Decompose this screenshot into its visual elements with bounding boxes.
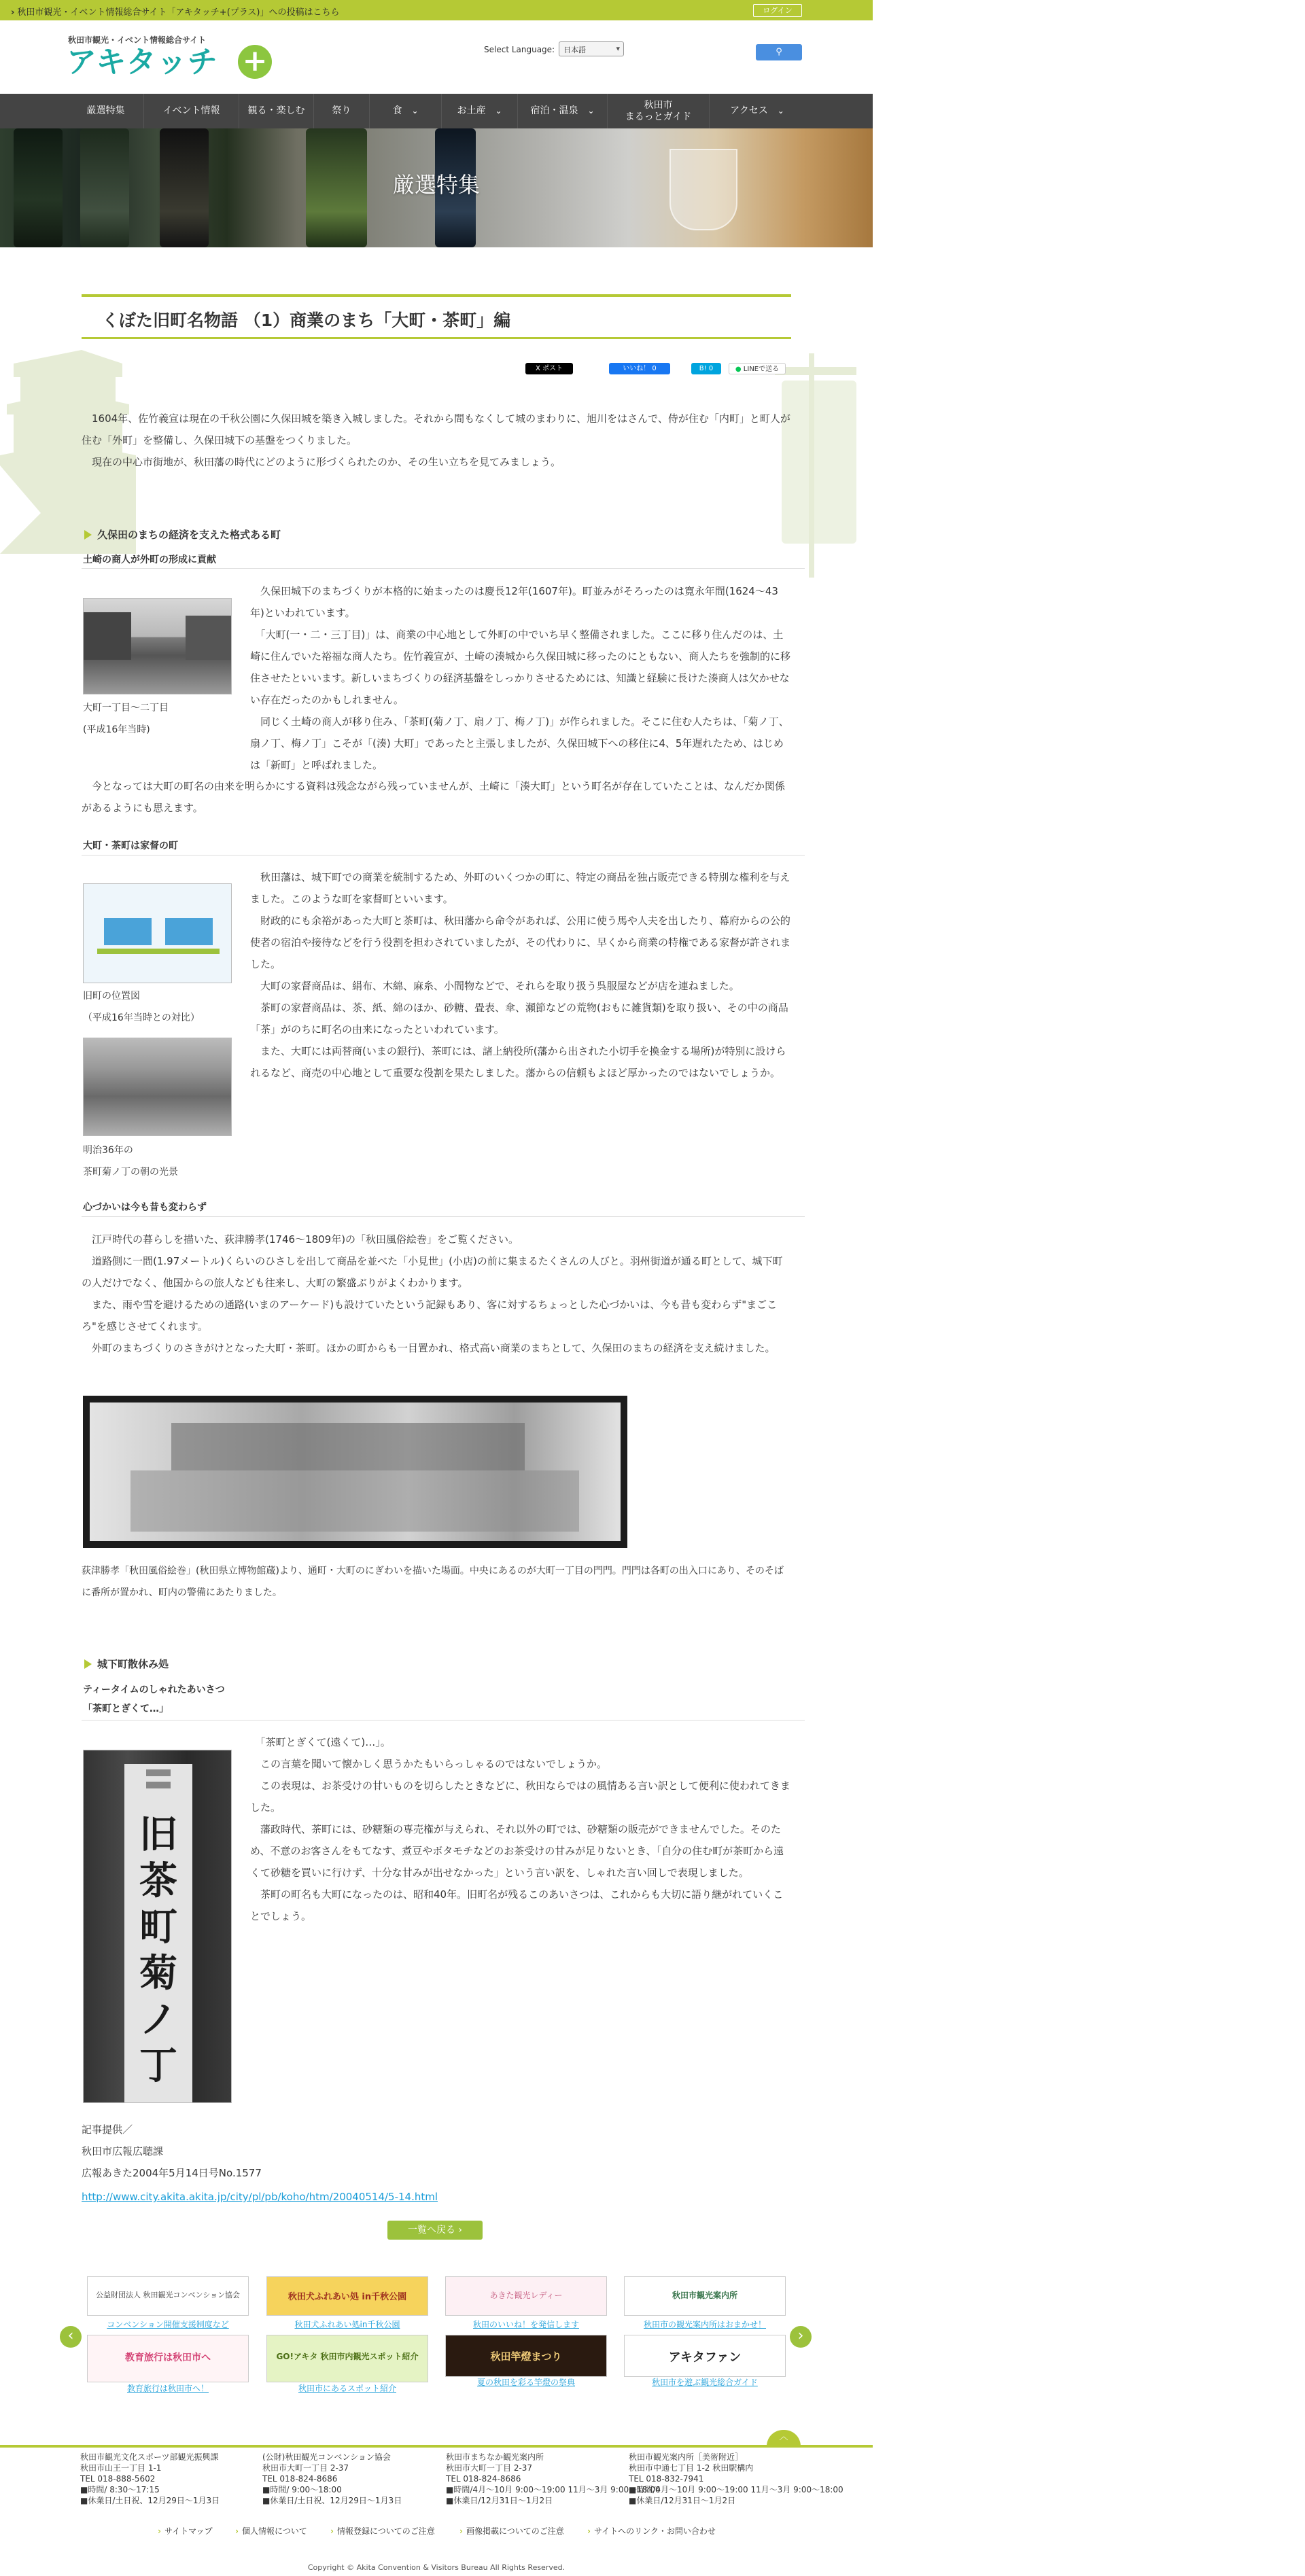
signpost-photo <box>83 1750 232 2103</box>
banner-caption[interactable]: 秋田市にあるスポット紹介 <box>298 2384 396 2393</box>
footer-link-images[interactable]: › 画像掲載についてのご注意 <box>459 2525 564 2537</box>
banner-image-text: 教育旅行は秋田市へ <box>125 2352 211 2363</box>
chevron-down-icon: ⌄ <box>587 106 595 116</box>
banner-convention[interactable] <box>87 2276 249 2316</box>
banner-image-text: あきた観光レディー <box>489 2291 563 2300</box>
subsection-heading: 心づかいは今も昔も変わらず <box>83 1202 207 1213</box>
footer-contact: 秋田市まちなか観光案内所 秋田市大町一丁目 2-37 TEL 018-824-8686 ■時間/4月〜10月 9:00〜19:00 11月〜3月 9:00〜18:00 ■休業日/12月31日〜1月2日 <box>446 2452 661 2505</box>
body-text: 財政的にも余裕があった大町と茶町は、秋田藩から命令があれば、公用に使う馬や人夫を出したり、幕府からの公的使者の宿泊や接待などを行う役割を担わされていましたが、その代わりに、早くから商業の特権である家督が許されました。 <box>250 915 791 970</box>
body-text: 大町の家督商品は、絹布、木綿、麻糸、小間物などで、それらを取り扱う呉服屋などが店を連ねました。 <box>250 980 740 992</box>
credit-line: 記事提供／ <box>82 2123 133 2136</box>
site-header <box>0 20 873 94</box>
scroll-painting <box>83 1396 627 1548</box>
body-text: 今となっては大町の町名の由来を明らかにする資料は残念ながら残っていませんが、土崎に「湊大町」という町名が存在していたことは、なんだか関係があるようにも思えます。 <box>82 780 786 814</box>
map-road <box>97 949 220 954</box>
line-share-button[interactable] <box>729 363 786 374</box>
chevron-left-icon: ‹ <box>67 2327 74 2344</box>
map-block <box>165 918 213 945</box>
carousel-prev-button[interactable] <box>60 2326 82 2348</box>
logo-plus-icon: + <box>238 45 272 79</box>
caption-line: (平成16年当時) <box>83 724 150 735</box>
banner-caption[interactable]: コンベンション開催支援制度など <box>107 2320 229 2329</box>
article-credit <box>82 2119 791 2184</box>
subsection-heading: 大町・茶町は家督の町 <box>83 841 178 851</box>
nav-item-festivals[interactable] <box>314 94 370 128</box>
top-bar <box>0 0 873 20</box>
divider <box>82 568 805 569</box>
nav-item-sightseeing[interactable] <box>239 94 314 128</box>
body-text: 同じく土崎の商人が移り住み、「茶町(菊ノ丁、扇ノ丁、梅ノ丁)」が作られました。そこに住む人たちは、「菊ノ丁、扇ノ丁、梅ノ丁」こそが「(湊) 大町」であったと主張しましたが、久保田城下への移住に4、5年遅れたため、はじめは「新町」と呼ばれました。 <box>250 716 789 771</box>
article-title-bar <box>82 294 791 339</box>
banner-image-text: 秋田竿燈まつり <box>490 2350 562 2363</box>
subsection-heading: 土崎の商人が外町の形成に貢献 <box>83 554 216 565</box>
painting-image <box>90 1402 621 1541</box>
banner-school-trip[interactable] <box>87 2335 249 2382</box>
caption-line: 大町一丁目〜二丁目 <box>83 703 169 713</box>
body-text: また、雨や雪を避けるための通路(いまのアーケード)も設けていたという記録もあり、客に対するちょっとした心づかいは、今も昔も変わらず"まごころ"を感じさせてくれます。 <box>82 1299 778 1333</box>
nav-label: 厳選特集 <box>86 105 125 116</box>
signpost-char: 丁 <box>139 2043 177 2088</box>
street-photo <box>83 598 232 694</box>
signpost <box>124 1764 192 2103</box>
nav-item-food[interactable] <box>370 94 442 128</box>
chevron-up-icon: ︿ <box>779 2432 788 2442</box>
signpost-band <box>146 1782 171 1788</box>
back-to-top-button[interactable] <box>767 2430 801 2446</box>
divider <box>82 1720 805 1721</box>
like-button[interactable]: いいね！ 0 <box>609 363 670 374</box>
banner-image-text: 公益財団法人 秋田観光コンベンション協会 <box>95 2291 240 2299</box>
line-icon: ● <box>735 366 742 373</box>
search-input[interactable] <box>668 44 756 60</box>
painting-caption: 荻津勝孝「秋田風俗絵巻」(秋田県立博物館蔵)より、通町・大町のにぎわいを描いた場面。中央にあるのが大町一丁目の門門。門門は各町の出入口にあり、そのそばに番所が置かれ、町内の警備にあたりました。 <box>82 1566 784 1598</box>
map-image <box>83 883 232 983</box>
section1-text <box>250 580 791 776</box>
main-nav <box>0 94 873 128</box>
line-share-label: LINEで送る <box>743 366 780 373</box>
nav-label: 観る・楽しむ <box>247 105 305 116</box>
building-shape <box>84 612 131 660</box>
signpost-char: 町 <box>139 1905 177 1949</box>
divider <box>82 1216 805 1217</box>
footer-link-contact[interactable]: › サイトへのリンク・お問い合わせ <box>587 2525 716 2537</box>
painting-crowd <box>130 1470 579 1532</box>
footer-contact: 秋田市観光文化スポーツ部観光振興課 秋田市山王一丁目 1-1 TEL 018-888-5602 ■時間/ 8:30〜17:15 ■休業日/土日祝、12月29日〜1月3日 <box>80 2452 220 2505</box>
photo-caption <box>83 697 169 741</box>
article-title: くぼた旧町名物語 （1）商業のまち「大町・茶町」編 <box>102 311 511 330</box>
subsection-heading: 「茶町とぎくて…」 <box>83 1704 169 1714</box>
chevron-right-icon: › <box>797 2327 804 2344</box>
footer-contact: (公財)秋田観光コンベンション協会 秋田市大町一丁目 2-37 TEL 018-824-8686 ■時間/ 9:00〜18:00 ■休業日/土日祝、12月29日〜1月3日 <box>262 2452 402 2505</box>
body-text: 江戸時代の暮らしを描いた、荻津勝孝(1746〜1809年)の「秋田風俗絵巻」をご覧ください。 <box>82 1233 519 1246</box>
signpost-char: 茶 <box>139 1858 177 1903</box>
nav-label: お土産 <box>457 105 486 116</box>
nav-item-souvenirs[interactable] <box>442 94 518 128</box>
nav-label: 秋田市 まるっとガイド <box>625 99 692 122</box>
credit-line: 広報あきた2004年5月14日号No.1577 <box>82 2167 262 2179</box>
caption-line: 茶町菊ノ丁の朝の光景 <box>83 1167 178 1178</box>
site-logo[interactable]: アキタッチ <box>67 45 218 80</box>
intro-paragraph <box>82 408 791 473</box>
source-link[interactable]: http://www.city.akita.akita.jp/city/pl/pb/koho/htm/20040514/5-14.html <box>82 2191 438 2203</box>
signpost-text <box>124 1812 192 2089</box>
intro-text: 現在の中心市街地が、秋田藩の時代にどのように形づくられたのか、その生い立ちを見てみましょう。 <box>82 456 561 468</box>
body-text: 茶町の家督商品は、茶、紙、綿のほか、砂糖、畳表、傘、瀬節などの荒物(おもに雑貨類)を取り扱い、その中の商品「茶」がのちに町名の由来になったといわれています。 <box>250 1002 788 1036</box>
login-button[interactable]: ログイン <box>753 4 802 17</box>
banner-tourism-lady[interactable] <box>445 2276 607 2316</box>
photo-caption <box>83 985 200 1029</box>
nav-item-access[interactable] <box>710 94 805 128</box>
nav-item-guide[interactable] <box>608 94 710 128</box>
footer-link-privacy[interactable]: › 個人情報について <box>235 2525 307 2537</box>
nav-label: 祭り <box>332 105 351 116</box>
carousel-next-button[interactable] <box>790 2326 812 2348</box>
credit-line: 秋田市広報広聴課 <box>82 2145 164 2157</box>
signpost-band <box>146 1769 171 1776</box>
body-text: 「大町(一・二・三丁目)」は、商業の中心地として外町の中でいち早く整備されました。ここに移り住んだのは、土崎に住んでいた裕福な商人たち。佐竹義宣が、土崎の湊城から久保田城に移ったのにともない、商人たちを強制的に移住させたといいます。新しいまちづくりの経済基盤をしっかりさせるためには、知識と経験に長けた湊商人は欠かせない存在だったのかもしれません。 <box>250 629 791 706</box>
map-block <box>104 918 152 945</box>
banner-image-text: 秋田犬ふれあい処 in千秋公園 <box>288 2292 407 2302</box>
body-text: 秋田藩は、城下町での商業を統制するため、外町のいくつかの町に、特定の商品を独占販売できる特別な権利を与えました。このような町を家督町といいます。 <box>250 871 790 905</box>
nav-label: イベント情報 <box>162 105 220 116</box>
x-post-button[interactable]: X ポスト <box>525 363 573 374</box>
nav-item-stay[interactable] <box>518 94 608 128</box>
hatena-bookmark-button[interactable]: B! 0 <box>691 363 721 374</box>
chevron-down-icon: ⌄ <box>495 106 502 116</box>
caption-line: 旧町の位置図 <box>83 991 140 1002</box>
nav-label: 宿泊・温泉 <box>530 105 578 116</box>
copyright: Copyright © Akita Convention & Visitors Bureau All Rights Reserved. <box>307 2563 566 2572</box>
banner-go-akita[interactable] <box>266 2335 428 2382</box>
nav-label: 食 <box>392 105 402 116</box>
signpost-char: ノ <box>139 1997 177 2042</box>
banner-caption[interactable]: 秋田のいいね！を発信します <box>472 2320 579 2329</box>
banner-caption[interactable]: 秋田市を遊ぶ観光総合ガイド <box>652 2378 758 2387</box>
language-select[interactable]: 日本語 ▾ <box>559 41 624 56</box>
body-text: この言葉を聞いて懐かしく思うかたもいらっしゃるのではないでしょうか。 <box>250 1758 608 1770</box>
caption-line: 明治36年の <box>83 1145 133 1156</box>
nav-item-events[interactable] <box>144 94 239 128</box>
body-text: また、大町には両替商(いまの銀行)、茶町には、諸上納役所(藩から出された小切手を換金する場所)が特別に設けられるなど、商売の中心地として重要な役割を果たしました。藩からの信頼もよほど厚かったのではないでしょうか。 <box>250 1045 786 1079</box>
body-text: 道路側に一間(1.97メートル)くらいのひさしを出して商品を並べた「小見世」(小店)の前に集まるたくさんの人びと。羽州街道が通る町として、城下町の人だけでなく、他国からの旅人なども往来し、大町の繁盛ぶりがよくわかります。 <box>82 1255 783 1289</box>
back-to-list-button[interactable] <box>387 2221 483 2240</box>
section3-text <box>82 1229 791 1359</box>
language-label: Select Language: <box>484 45 555 54</box>
banner-caption[interactable]: 秋田犬ふれあい処in千秋公園 <box>294 2320 400 2329</box>
chevron-down-icon: ⌄ <box>411 106 419 116</box>
building-shape <box>186 616 232 660</box>
painting-roofs <box>171 1423 525 1470</box>
post-promo-link[interactable]: › 秋田市観光・イベント情報総合サイト「アキタッチ+(プラス)」への投稿はこちら <box>11 5 339 18</box>
chevron-right-icon: › <box>458 2225 463 2236</box>
section1-text-continued <box>82 775 791 819</box>
caption-line: （平成16年当時との対比） <box>83 1012 200 1023</box>
body-text: 藩政時代、茶町には、砂糖類の専売権が与えられ、それ以外の町では、砂糖類の販売ができませんでした。そのため、不意のお客さんをもてなす、煮豆やボタモチなどのお茶受けの甘みが足りないとき、「自分の住む町が茶町から遠くて砂糖を買いに行けず、十分な甘みが出せなかった」という言い訳を、しゃれた言い回しで表現しました。 <box>250 1823 784 1879</box>
banner-caption[interactable]: 秋田市の観光案内所はおまかせ！ <box>643 2320 766 2329</box>
section-heading: 久保田のまちの経済を支えた格式ある町 <box>84 527 281 542</box>
body-text: 久保田城下のまちづくりが本格的に始まったのは慶長12年(1607年)。町並みがそろったのは寛永年間(1624〜43年)といわれています。 <box>250 585 778 619</box>
section-heading: 城下町散休み処 <box>84 1657 169 1671</box>
back-label: 一覧へ戻る <box>407 2225 455 2236</box>
banner-image-text: GO!アキタ 秋田市内観光スポット紹介 <box>276 2352 419 2361</box>
chevron-down-icon: ⌄ <box>777 106 784 116</box>
nav-label: アクセス <box>730 105 768 116</box>
body-text: 茶町の町名も大町になったのは、昭和40年。旧町名が残るこのあいさつは、これからも大切に語り継がれていくことでしょう。 <box>250 1888 784 1922</box>
hero-banner <box>0 128 873 247</box>
search-icon: ⚲ <box>776 47 782 57</box>
body-text: 「茶町とぎくて(遠くて)…」。 <box>250 1736 391 1748</box>
footer-link-registration[interactable]: › 情報登録についてのご注意 <box>330 2525 435 2537</box>
photo-caption <box>83 1140 178 1183</box>
intro-text: 1604年、佐竹義宣は現在の千秋公園に久保田城を築き入城しました。それから間もなくして城のまわりに、旭川をはさんで、侍が住む「内町」と町人が住む「外町」を整備し、久保田城下の基盤をつくりました。 <box>82 412 790 446</box>
banner-akita-fan[interactable] <box>624 2335 786 2377</box>
body-text: この表現は、お茶受けの甘いものを切らしたときなどに、秋田ならではの風情ある言い訳として便利に使われてきました。 <box>250 1780 790 1814</box>
nav-item-features[interactable] <box>68 94 144 128</box>
subsection-heading: ティータイムのしゃれたあいさつ <box>83 1684 225 1695</box>
section2-text <box>250 866 791 1084</box>
banner-caption[interactable]: 教育旅行は秋田市へ！ <box>126 2384 209 2393</box>
footer-link-sitemap[interactable]: › サイトマップ <box>158 2525 213 2537</box>
footer-contact: 秋田市観光案内所［美術附近］ 秋田市中通七丁目 1-2 秋田駅構内 TEL 018-832-7941 ■時間/4月〜10月 9:00〜19:00 11月〜3月 9:00〜18:00 ■休業日/12月31日〜1月2日 <box>629 2452 843 2505</box>
banner-akita-dog[interactable] <box>266 2276 428 2316</box>
signpost-char: 菊 <box>139 1951 177 1996</box>
logo-subtitle: 秋田市観光・イベント情報総合サイト <box>68 35 207 45</box>
banner-kanto[interactable] <box>445 2335 607 2377</box>
banner-image-text: アキタファン <box>668 2350 742 2365</box>
footer-divider <box>0 2445 873 2448</box>
banner-caption[interactable]: 夏の秋田を彩る竿燈の祭典 <box>476 2378 575 2387</box>
banner-info-center[interactable] <box>624 2276 786 2316</box>
historic-photo <box>83 1038 232 1136</box>
hero-title: 厳選特集 <box>392 172 480 198</box>
search-button[interactable] <box>756 44 802 60</box>
signpost-char: 旧 <box>139 1812 177 1857</box>
section4-text <box>250 1731 791 1927</box>
body-text: 外町のまちづくりのさきがけとなった大町・茶町。ほかの町からも一目置かれ、格式高い商業のまちとして、久保田のまちの経済を支え続けました。 <box>82 1342 776 1354</box>
banner-image-text: 秋田市観光案内所 <box>672 2291 737 2300</box>
